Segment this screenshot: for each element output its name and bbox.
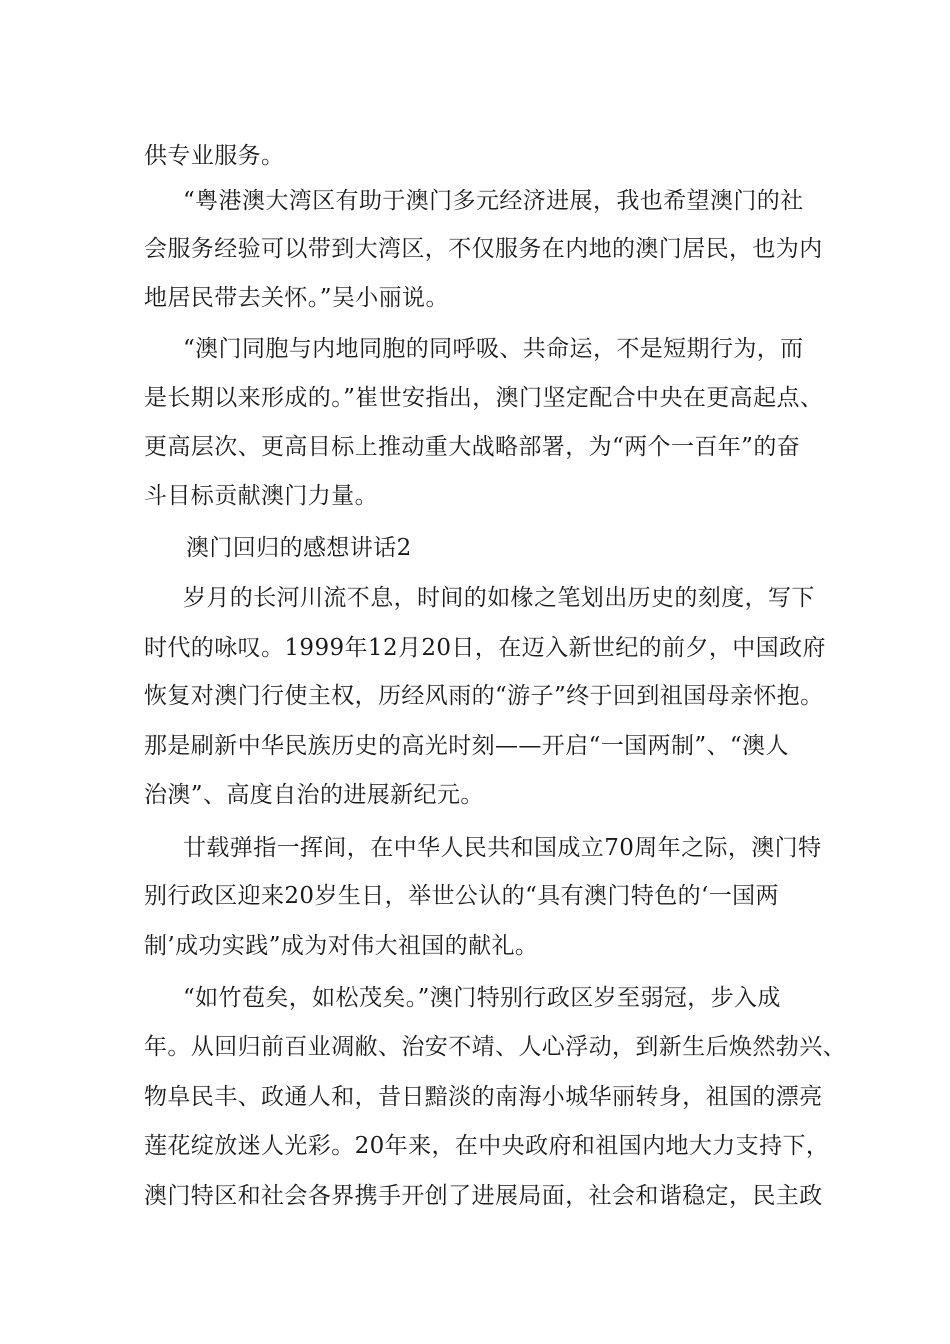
text-line: 更高层次、更高目标上推动重大战略部署，为“两个一百年”的奋	[144, 434, 801, 460]
text-line: 物阜民丰、政通人和，昔日黯淡的南海小城华丽转身，祖国的漂亮	[144, 1084, 823, 1110]
text-line: 别行政区迎来20岁生日，举世公认的“具有澳门特色的‘一国两	[144, 883, 779, 909]
text-line: 岁月的长河川流不息，时间的如椽之笔划出历史的刻度，写下	[183, 585, 815, 611]
text-line: “如竹苞矣，如松茂矣。”澳门特别行政区岁至弱冠，步入成	[183, 985, 781, 1011]
text-line: “粤港澳大湾区有助于澳门多元经济进展，我也希望澳门的社	[183, 188, 804, 214]
text-line: 恢复对澳门行使主权，历经风雨的“游子”终于回到祖国母亲怀抱。	[144, 683, 824, 709]
text-line: 那是刷新中华民族历史的高光时刻——开启“一国两制”、“澳人	[144, 733, 789, 759]
text-line: 年。从回归前百业凋敝、治安不靖、人心浮动，到新生后焕然勃兴、	[144, 1034, 846, 1060]
text-line: 廿载弹指一挥间，在中华人民共和国成立70周年之际，澳门特	[183, 835, 822, 861]
text-line: 制’成功实践”成为对伟大祖国的献礼。	[144, 933, 539, 959]
text-line: 地居民带去关怀。”吴小丽说。	[144, 285, 449, 311]
text-line: “澳门同胞与内地同胞的同呼吸、共命运，不是短期行为，而	[183, 336, 804, 362]
text-line: 斗目标贡献澳门力量。	[144, 483, 378, 509]
text-line: 莲花绽放迷人光彩。20年来，在中央政府和祖国内地大力支持下，	[144, 1133, 830, 1159]
text-line: 会服务经验可以带到大湾区，不仅服务在内地的澳门居民，也为内	[144, 236, 823, 262]
text-line: 是长期以来形成的。”崔世安指出，澳门坚定配合中央在更高起点、	[144, 385, 824, 411]
text-line: 时代的咏叹。1999年12月20日，在迈入新世纪的前夕，中国政府	[144, 635, 826, 661]
text-line: 澳门特区和社会各界携手开创了进展局面，社会和谐稳定，民主政	[144, 1183, 823, 1209]
section-heading: 澳门回归的感想讲话2	[186, 535, 412, 561]
text-line: 治澳”、高度自治的进展新纪元。	[144, 782, 484, 808]
text-line: 供专业服务。	[144, 143, 285, 169]
